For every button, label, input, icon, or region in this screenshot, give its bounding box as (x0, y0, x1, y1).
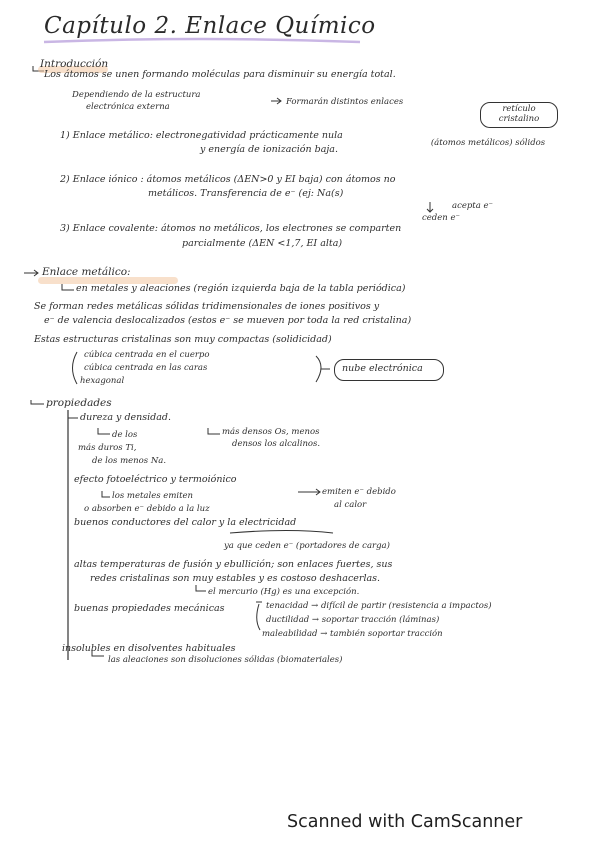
bond-item-1: 1) Enlace metálico: electronegatividad prácticamente nula (60, 130, 343, 141)
structure-item: cúbica centrada en las caras (84, 363, 208, 373)
metal-line: e⁻ de valencia deslocalizados (estos e⁻ se mueven por toda la red cristalina) (44, 315, 412, 326)
prop-detail: el mercurio (Hg) es una excepción. (208, 587, 360, 597)
arrow-right-icon (24, 270, 38, 276)
scanner-watermark: Scanned with CamScanner (287, 812, 523, 832)
intro-heading: Introducción (40, 58, 109, 70)
bond-item-3-cont: parcialmente (ΔEN <1,7, EI alta) (182, 238, 343, 249)
prop-detail: ductilidad → soportar tracción (láminas) (266, 615, 440, 625)
bond-item-2: 2) Enlace iónico : átomos metálicos (ΔEN>0 y EI baja) con átomos no (60, 174, 396, 185)
metal-heading: Enlace metálico: (42, 266, 131, 278)
prop-detail: al calor (334, 500, 367, 510)
metal-line: Se forman redes metálicas sólidas tridimensionales de iones positivos y (34, 301, 380, 312)
page-title: Capítulo 2. Enlace Químico (44, 13, 376, 39)
prop-detail: de los (112, 430, 138, 440)
arrow-right-icon (271, 98, 281, 104)
bond-item-1-note: (átomos metálicos) sólidos (430, 138, 546, 148)
prop-item: altas temperaturas de fusión y ebullición; son enlaces fuertes, sus (74, 559, 393, 570)
prop-detail: densos los alcalinos. (232, 439, 321, 449)
prop-detail: las aleaciones son disoluciones sólidas (biomateriales) (108, 655, 343, 665)
prop-detail: más duros Ti, (78, 443, 137, 453)
metal-line: Estas estructuras cristalinas son muy compactas (solidicidad) (34, 334, 332, 345)
bond-item-2-note: acepta e⁻ (452, 201, 494, 211)
intro-line: Los átomos se unen formando moléculas para disminuir su energía total. (44, 69, 396, 80)
prop-detail: los metales emiten (112, 491, 194, 501)
bond-item-3: 3) Enlace covalente: átomos no metálicos, los electrones se comparten (60, 223, 402, 234)
prop-detail: tenacidad → difícil de partir (resistencia a impactos) (266, 601, 492, 611)
prop-detail: emiten e⁻ debido (322, 487, 396, 497)
arrow-icon (31, 400, 44, 404)
prop-item: dureza y densidad. (80, 412, 172, 423)
structure-item: cúbica centrada en el cuerpo (84, 350, 210, 360)
prop-item: insolubles en disolventes habituales (62, 643, 236, 654)
brace-right (316, 356, 330, 382)
prop-detail: ya que ceden e⁻ (portadores de carga) (224, 541, 390, 551)
bond-item-2-cont: metálicos. Transferencia de e⁻ (ej: Na(s) (148, 188, 344, 199)
prop-item: buenos conductores del calor y la electricidad (74, 517, 297, 528)
prop-item: efecto fotoeléctrico y termoiónico (74, 474, 237, 485)
brace-small (256, 602, 262, 630)
underline (230, 531, 333, 534)
reticulo-label: retículo cristalino (498, 104, 540, 124)
intro-line: electrónica externa (86, 102, 170, 112)
intro-line: Dependiendo de la estructura (72, 90, 201, 100)
bond-item-2-note: ceden e⁻ (422, 213, 460, 223)
nube-label: nube electrónica (342, 363, 423, 374)
prop-detail: maleabilidad → también soportar tracción (262, 629, 443, 639)
arrow-text: Formarán distintos enlaces (286, 97, 404, 107)
arrow-down-icon (427, 202, 433, 212)
props-heading: propiedades (46, 397, 112, 409)
prop-detail: de los menos Na. (92, 456, 167, 466)
bond-item-1-cont: y energía de ionización baja. (200, 144, 338, 155)
prop-detail: o absorben e⁻ debido a la luz (84, 504, 210, 514)
prop-item: buenas propiedades mecánicas (74, 603, 225, 614)
prop-detail: redes cristalinas son muy estables y es costoso deshacerlas. (90, 573, 381, 584)
prop-detail: más densos Os, menos (222, 427, 320, 437)
structure-item: hexagonal (80, 376, 125, 386)
metal-line: en metales y aleaciones (región izquierda baja de la tabla periódica) (76, 283, 406, 294)
bracket-left (73, 352, 78, 384)
arrow-icon (62, 284, 74, 290)
